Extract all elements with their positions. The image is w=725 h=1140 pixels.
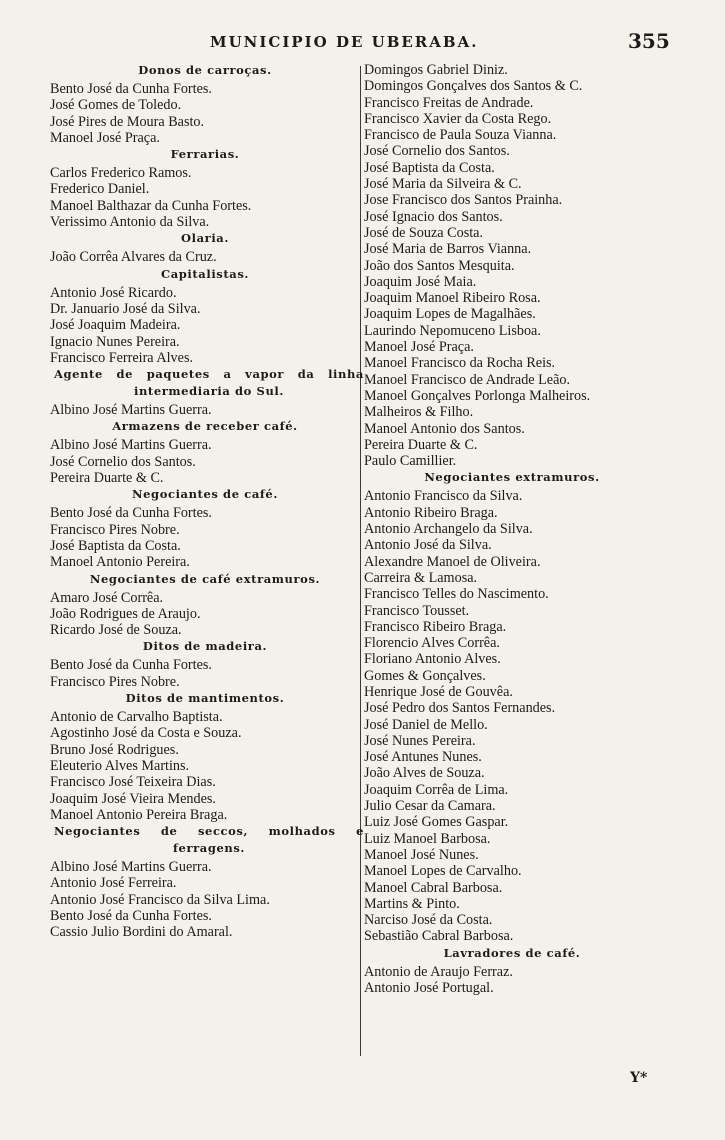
directory-entry: Frederico Daniel. [50, 181, 150, 198]
directory-entry: Manoel Cabral Barbosa. [364, 879, 503, 896]
directory-entry: Alexandre Manoel de Oliveira. [364, 553, 541, 570]
directory-entry: Antonio José Francisco da Silva Lima. [50, 891, 270, 908]
directory-entry: Manoel José Praça. [50, 129, 160, 146]
directory-entry: Pereira Duarte & C. [364, 436, 478, 453]
directory-section [46, 366, 364, 418]
section-heading: Donos de carroças. [138, 63, 272, 77]
directory-entry: José Nunes Pereira. [364, 732, 476, 749]
directory-section [362, 945, 662, 997]
section-heading: Lavradores de café. [443, 945, 581, 960]
directory-entry: Francisco Ribeiro Braga. [364, 618, 507, 635]
directory-entry: José Daniel de Mello. [364, 716, 488, 733]
directory-entry: Laurindo Nepomuceno Lisboa. [364, 322, 541, 339]
directory-entry: Florencio Alves Corrêa. [364, 635, 500, 652]
directory-entry: Joaquim José Maia. [364, 273, 477, 290]
directory-entry: Antonio Francisco da Silva. [364, 488, 523, 505]
directory-entry: Dr. Januario José da Silva. [50, 300, 201, 317]
directory-entry: Manoel José Praça. [364, 339, 474, 356]
directory-entry: Domingos Gabriel Diniz. [364, 62, 508, 78]
directory-section [46, 418, 364, 486]
directory-section [46, 230, 364, 265]
section-heading: Armazens de receber café. [112, 419, 298, 434]
directory-entry: Joaquim Manoel Ribeiro Rosa. [364, 290, 541, 307]
section-heading: Olaria. [181, 231, 229, 246]
directory-entry: Francisco Pires Nobre. [50, 521, 180, 538]
directory-entry: Francisco de Paula Souza Vianna. [364, 127, 557, 144]
section-heading: Ditos de mantimentos. [125, 691, 285, 706]
directory-entry: Cassio Julio Bordini do Amaral. [50, 924, 233, 941]
directory-entry: José Pedro dos Santos Fernandes. [364, 700, 556, 717]
directory-entry: Amaro José Corrêa. [50, 589, 164, 606]
running-title: MUNICIPIO DE UBERABA. [210, 33, 479, 51]
directory-entry: José Baptista da Costa. [364, 159, 495, 176]
directory-entry: Jose Francisco dos Santos Prainha. [364, 192, 563, 209]
directory-entry: Manoel Antonio Pereira Braga. [50, 806, 228, 823]
directory-entry: Albino José Martins Guerra. [50, 859, 212, 876]
directory-entry: Francisco Telles do Nascimento. [364, 586, 549, 603]
directory-entry: Paulo Camillier. [364, 453, 457, 470]
directory-entry: João Rodrigues de Araujo. [50, 605, 201, 622]
directory-entry: Joaquim José Vieira Mendes. [50, 790, 216, 807]
directory-entry: Bento José da Cunha Fortes. [50, 505, 212, 522]
directory-entry: Carreira & Lamosa. [364, 569, 478, 586]
directory-section [46, 571, 364, 639]
directory-entry: Manoel José Nunes. [364, 846, 479, 863]
section-heading: Negociantes extramuros. [424, 470, 600, 485]
directory-entry: José Gomes de Toledo. [50, 97, 182, 114]
directory-entry: Luiz José Gomes Gaspar. [364, 814, 509, 831]
directory-section [362, 62, 662, 469]
directory-entry: Antonio Archangelo da Silva. [364, 521, 533, 538]
section-heading: Ferrarias. [170, 147, 240, 162]
directory-entry: José Pires de Moura Basto. [50, 113, 205, 130]
section-heading: Negociantes de seccos, molhados e ferragens. [54, 824, 364, 856]
directory-entry: Francisco Xavier da Costa Rego. [364, 110, 552, 127]
directory-entry: João Corrêa Alvares da Cruz. [50, 249, 217, 266]
directory-entry: José Cornelio dos Santos. [50, 453, 196, 470]
directory-entry: Manoel Antonio dos Santos. [364, 420, 525, 437]
directory-entry: Manoel Francisco de Andrade Leão. [364, 371, 571, 388]
directory-entry: Joaquim Lopes de Magalhães. [364, 306, 536, 323]
section-heading: Ditos de madeira. [142, 639, 268, 654]
directory-entry: Francisco Pires Nobre. [50, 673, 180, 690]
directory-entry: Ricardo José de Souza. [50, 622, 182, 639]
directory-entry: Antonio José da Silva. [364, 537, 492, 554]
directory-section [362, 469, 662, 944]
directory-entry: José Maria de Barros Vianna. [364, 241, 532, 258]
directory-section [46, 638, 364, 690]
directory-entry: José Antunes Nunes. [364, 749, 482, 766]
directory-entry: Domingos Gonçalves dos Santos & C. [364, 78, 583, 95]
directory-entry: José Ignacio dos Santos. [364, 208, 503, 225]
directory-entry: Malheiros & Filho. [364, 404, 474, 421]
directory-entry: José Baptista da Costa. [50, 537, 181, 554]
directory-entry: Sebastião Cabral Barbosa. [364, 928, 514, 945]
directory-section [46, 823, 364, 940]
directory-entry: Bento José da Cunha Fortes. [50, 657, 212, 674]
directory-section [46, 146, 364, 230]
directory-entry: Agostinho José da Costa e Souza. [50, 725, 242, 742]
directory-entry: José Cornelio dos Santos. [364, 143, 510, 160]
directory-entry: Albino José Martins Guerra. [50, 437, 212, 454]
directory-entry: Verissimo Antonio da Silva. [50, 214, 210, 231]
directory-entry: Albino José Martins Guerra. [50, 402, 212, 419]
directory-entry: Eleuterio Alves Martins. [50, 757, 190, 774]
section-heading: Agente de paquetes a vapor da linha intermediaria do Sul. [54, 367, 364, 399]
directory-entry: Luiz Manoel Barbosa. [364, 830, 491, 847]
signature-mark: Y* [630, 1070, 648, 1086]
directory-entry: Manoel Francisco da Rocha Reis. [364, 355, 556, 372]
directory-entry: Bruno José Rodrigues. [50, 741, 179, 758]
section-heading: Negociantes de café extramuros. [89, 571, 321, 586]
directory-entry: Bento José da Cunha Fortes. [50, 907, 212, 924]
directory-entry: Antonio José Ferreira. [50, 875, 177, 892]
directory-section [46, 486, 364, 570]
directory-entry: José Joaquim Madeira. [50, 317, 181, 334]
directory-entry: João dos Santos Mesquita. [364, 257, 515, 274]
directory-entry: Narciso José da Costa. [364, 912, 493, 929]
directory-entry: João Alves de Souza. [364, 765, 485, 782]
directory-section [46, 266, 364, 366]
directory-entry: José de Souza Costa. [364, 224, 484, 241]
directory-entry: Gomes & Gonçalves. [364, 667, 486, 684]
running-header [0, 29, 725, 59]
directory-entry: Antonio José Portugal. [364, 980, 494, 997]
directory-entry: Francisco José Teixeira Dias. [50, 774, 216, 791]
directory-entry: Bento José da Cunha Fortes. [50, 81, 212, 97]
directory-entry: Antonio Ribeiro Braga. [364, 504, 498, 521]
directory-section [46, 690, 364, 823]
directory-entry: Manoel Balthazar da Cunha Fortes. [50, 197, 252, 214]
page-number: 355 [628, 29, 670, 53]
section-heading: Capitalistas. [160, 266, 250, 281]
directory-entry: Joaquim Corrêa de Lima. [364, 781, 509, 798]
directory-entry: Pereira Duarte & C. [50, 470, 164, 487]
directory-entry: Manoel Antonio Pereira. [50, 554, 190, 571]
directory-entry: Ignacio Nunes Pereira. [50, 333, 180, 350]
left-column [46, 62, 364, 941]
directory-entry: Francisco Tousset. [364, 602, 470, 619]
directory-entry: Henrique José de Gouvêa. [364, 683, 513, 700]
section-heading: Negociantes de café. [132, 487, 278, 502]
directory-entry: Martins & Pinto. [364, 895, 460, 912]
directory-entry: Manoel Gonçalves Porlonga Malheiros. [364, 387, 591, 404]
directory-entry: Antonio de Araujo Ferraz. [364, 963, 513, 980]
directory-entry: Antonio José Ricardo. [50, 284, 177, 301]
directory-entry: Francisco Freitas de Andrade. [364, 94, 534, 111]
directory-entry: Julio Cesar da Camara. [364, 798, 496, 815]
directory-entry: Antonio de Carvalho Baptista. [50, 709, 223, 726]
right-column [362, 62, 662, 996]
directory-entry: Floriano Antonio Alves. [364, 651, 501, 668]
directory-entry: Carlos Frederico Ramos. [50, 165, 192, 182]
directory-entry: José Maria da Silveira & C. [364, 176, 522, 193]
directory-entry: Manoel Lopes de Carvalho. [364, 863, 522, 880]
directory-section [46, 62, 364, 146]
directory-entry: Francisco Ferreira Alves. [50, 349, 194, 366]
